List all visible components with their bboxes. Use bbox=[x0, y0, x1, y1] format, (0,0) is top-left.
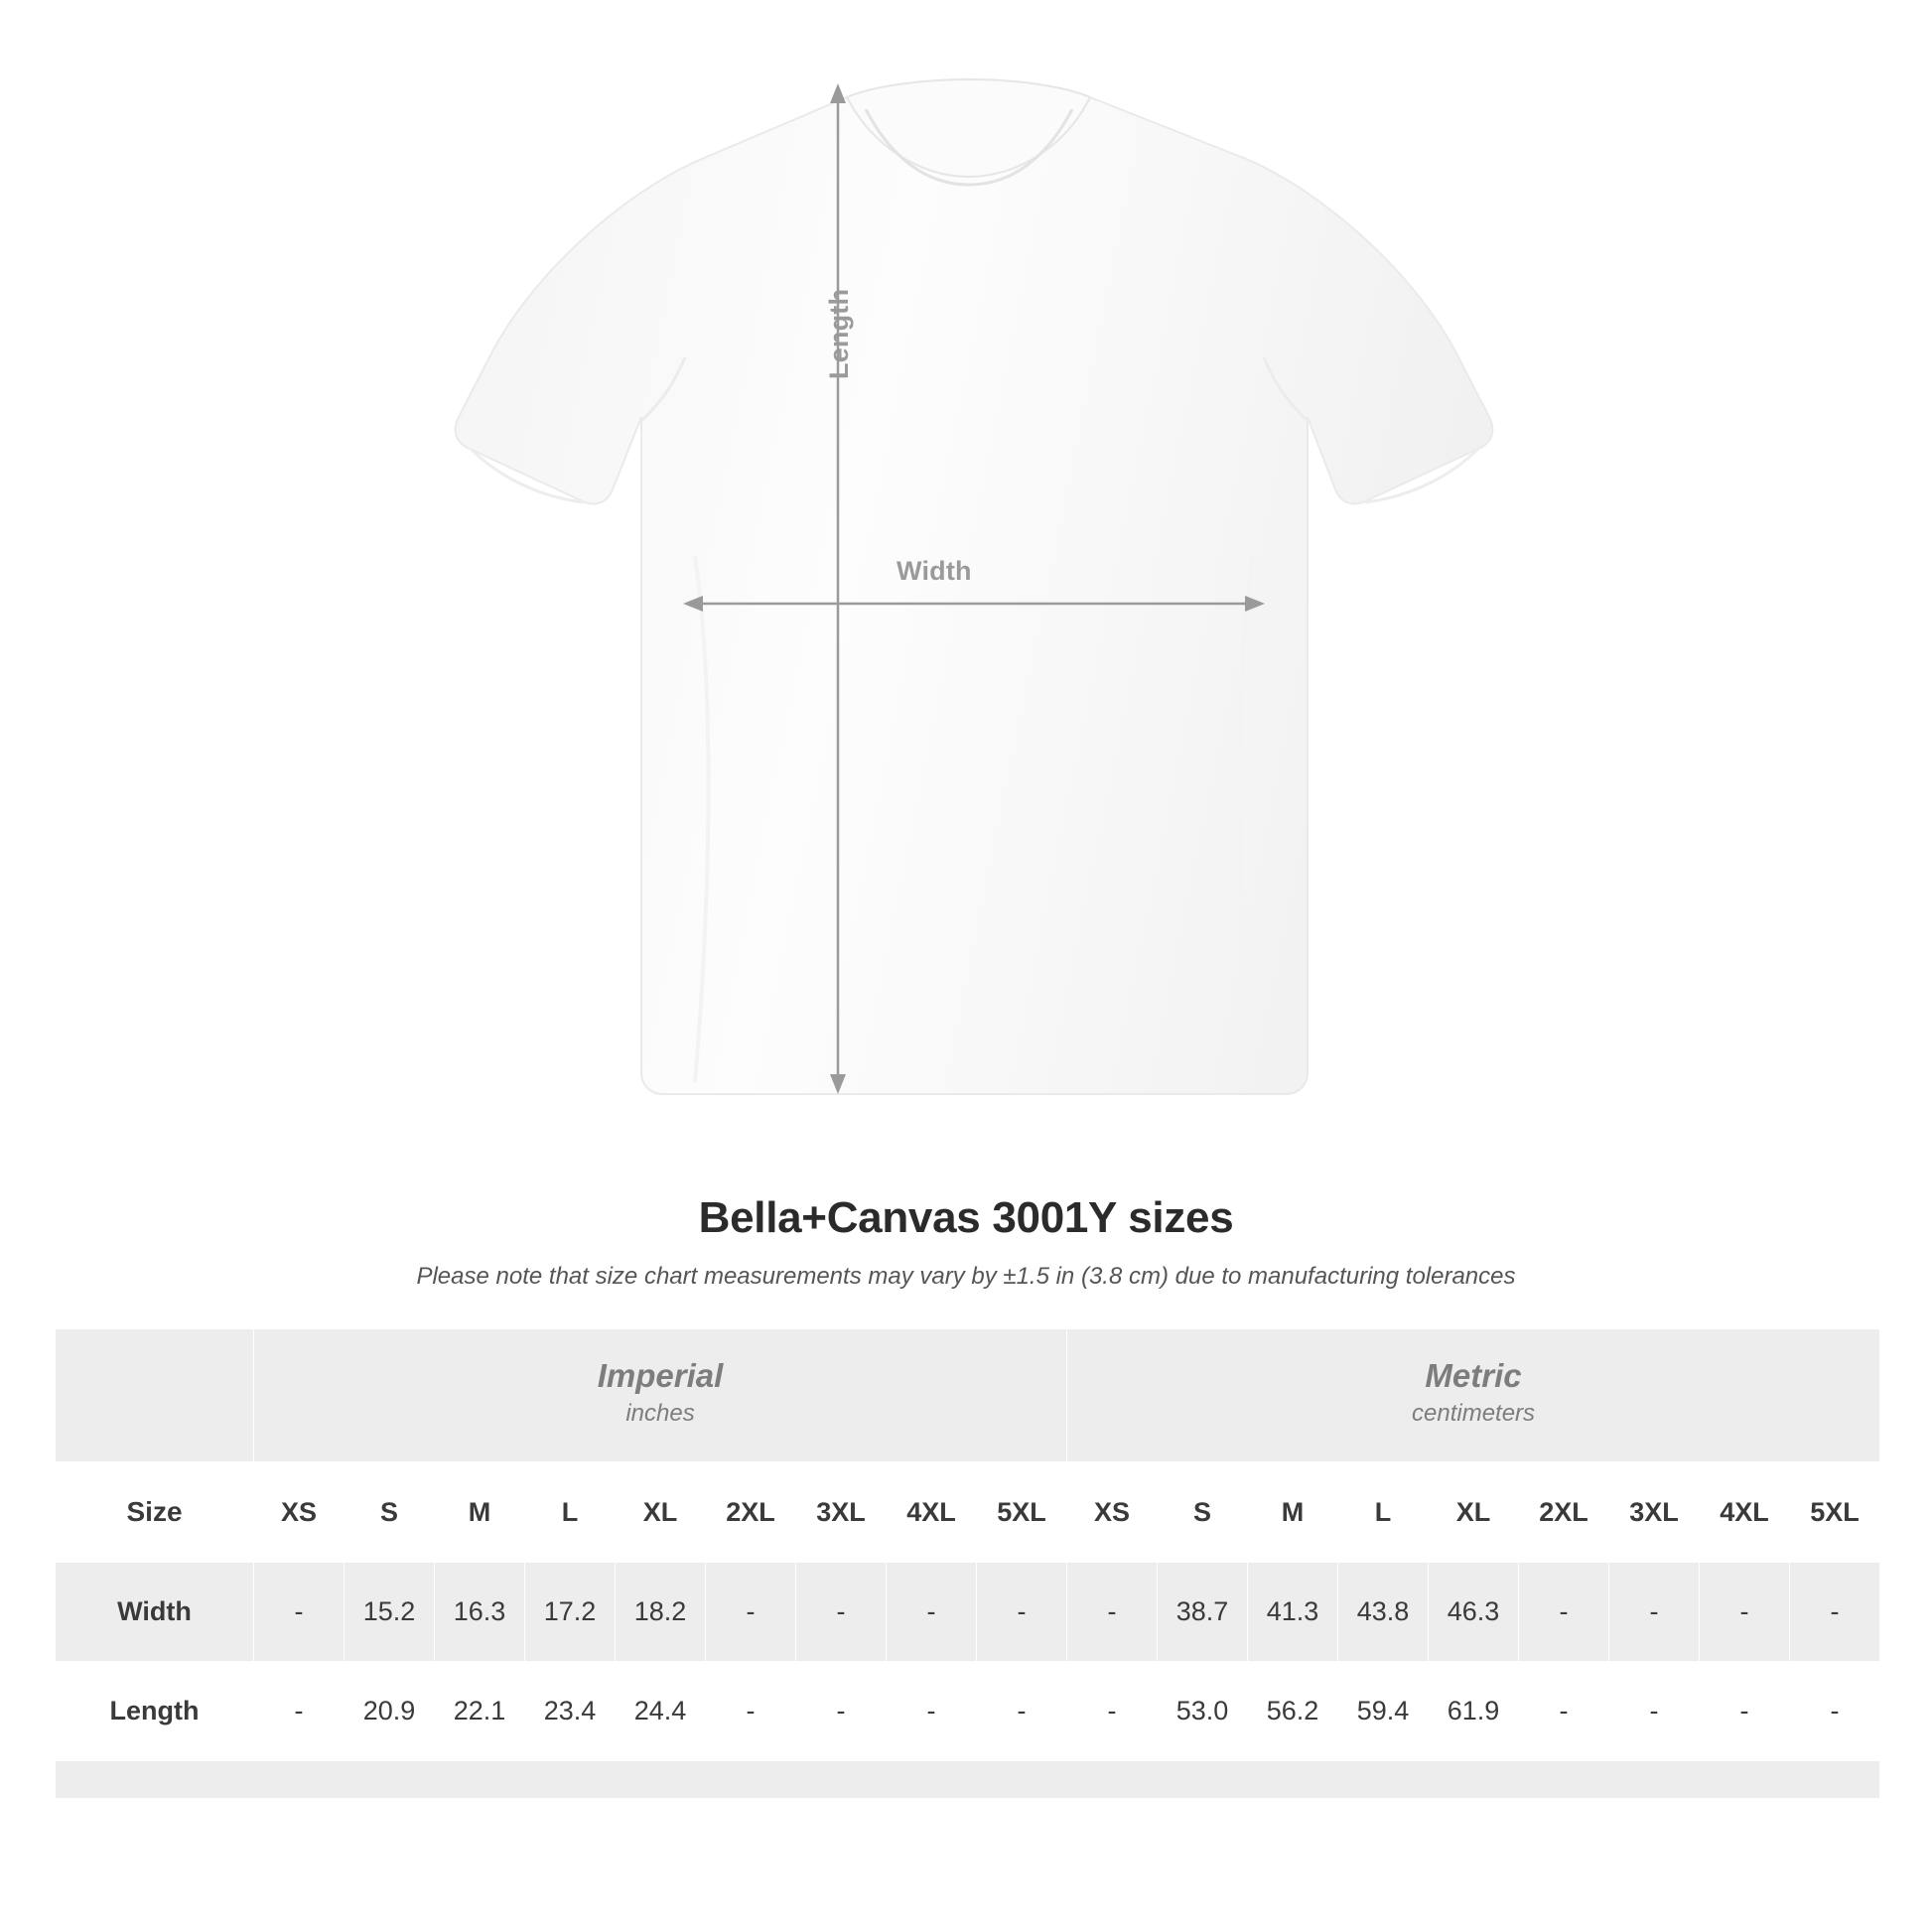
imperial-unit-sub: inches bbox=[625, 1400, 695, 1428]
cell-width-imperial-2xl: - bbox=[706, 1563, 796, 1662]
unit-header-row bbox=[56, 1329, 1880, 1462]
cell-length-imperial-s: 20.9 bbox=[345, 1662, 435, 1761]
cell-width-imperial-l: 17.2 bbox=[525, 1563, 616, 1662]
cell-length-imperial-l: 23.4 bbox=[525, 1662, 616, 1761]
table-footer-row bbox=[56, 1761, 1880, 1799]
imperial-unit-cell bbox=[254, 1329, 1067, 1462]
cell-width-metric-s: 38.7 bbox=[1158, 1563, 1248, 1662]
cell-width-metric-xs: - bbox=[1067, 1563, 1158, 1662]
imperial-unit-name: Imperial bbox=[597, 1357, 724, 1394]
size-table-wrapper bbox=[55, 1328, 1877, 1799]
col-header-imperial-2xl: 2XL bbox=[706, 1462, 796, 1563]
tolerance-note: Please note that size chart measurements may vary by ±1.5 in (3.8 cm) due to manufacturing tolerances bbox=[416, 1263, 1516, 1290]
cell-length-metric-l: 59.4 bbox=[1338, 1662, 1429, 1761]
table-row bbox=[56, 1563, 1880, 1662]
cell-length-metric-xs: - bbox=[1067, 1662, 1158, 1761]
col-header-imperial-3xl: 3XL bbox=[796, 1462, 887, 1563]
cell-length-metric-5xl: - bbox=[1790, 1662, 1880, 1761]
row-label-length: Length bbox=[56, 1662, 254, 1761]
size-header-label: Size bbox=[56, 1462, 254, 1563]
cell-width-metric-5xl: - bbox=[1790, 1563, 1880, 1662]
col-header-metric-xs: XS bbox=[1067, 1462, 1158, 1563]
cell-length-imperial-xl: 24.4 bbox=[616, 1662, 706, 1761]
cell-length-metric-xl: 61.9 bbox=[1429, 1662, 1519, 1761]
cell-length-imperial-5xl: - bbox=[977, 1662, 1067, 1761]
cell-width-metric-l: 43.8 bbox=[1338, 1563, 1429, 1662]
page-title: Bella+Canvas 3001Y sizes bbox=[698, 1193, 1234, 1242]
col-header-imperial-5xl: 5XL bbox=[977, 1462, 1067, 1563]
col-header-metric-5xl: 5XL bbox=[1790, 1462, 1880, 1563]
unit-corner-cell bbox=[56, 1329, 254, 1462]
cell-length-metric-m: 56.2 bbox=[1248, 1662, 1338, 1761]
size-table bbox=[55, 1328, 1880, 1799]
width-dimension-label: Width bbox=[897, 556, 972, 586]
row-label-width: Width bbox=[56, 1563, 254, 1662]
cell-width-imperial-4xl: - bbox=[887, 1563, 977, 1662]
col-header-metric-l: L bbox=[1338, 1462, 1429, 1563]
cell-length-metric-s: 53.0 bbox=[1158, 1662, 1248, 1761]
cell-length-metric-2xl: - bbox=[1519, 1662, 1609, 1761]
cell-width-metric-2xl: - bbox=[1519, 1563, 1609, 1662]
col-header-metric-2xl: 2XL bbox=[1519, 1462, 1609, 1563]
col-header-imperial-4xl: 4XL bbox=[887, 1462, 977, 1563]
col-header-metric-4xl: 4XL bbox=[1700, 1462, 1790, 1563]
col-header-imperial-l: L bbox=[525, 1462, 616, 1563]
col-header-imperial-xs: XS bbox=[254, 1462, 345, 1563]
cell-width-metric-m: 41.3 bbox=[1248, 1563, 1338, 1662]
metric-unit-cell bbox=[1067, 1329, 1880, 1462]
cell-width-imperial-5xl: - bbox=[977, 1563, 1067, 1662]
cell-width-metric-4xl: - bbox=[1700, 1563, 1790, 1662]
col-header-imperial-xl: XL bbox=[616, 1462, 706, 1563]
col-header-metric-3xl: 3XL bbox=[1609, 1462, 1700, 1563]
cell-length-imperial-2xl: - bbox=[706, 1662, 796, 1761]
table-footer-cell bbox=[56, 1761, 1880, 1799]
cell-width-imperial-xs: - bbox=[254, 1563, 345, 1662]
col-header-metric-m: M bbox=[1248, 1462, 1338, 1563]
cell-length-imperial-xs: - bbox=[254, 1662, 345, 1761]
cell-length-metric-4xl: - bbox=[1700, 1662, 1790, 1761]
cell-width-metric-3xl: - bbox=[1609, 1563, 1700, 1662]
cell-length-metric-3xl: - bbox=[1609, 1662, 1700, 1761]
cell-width-imperial-m: 16.3 bbox=[435, 1563, 525, 1662]
col-header-metric-xl: XL bbox=[1429, 1462, 1519, 1563]
title-block bbox=[0, 1193, 1932, 1291]
col-header-imperial-s: S bbox=[345, 1462, 435, 1563]
cell-length-imperial-4xl: - bbox=[887, 1662, 977, 1761]
size-header-row bbox=[56, 1462, 1880, 1563]
table-row bbox=[56, 1662, 1880, 1761]
metric-unit-name: Metric bbox=[1425, 1357, 1522, 1394]
cell-width-imperial-xl: 18.2 bbox=[616, 1563, 706, 1662]
col-header-metric-s: S bbox=[1158, 1462, 1248, 1563]
cell-width-imperial-s: 15.2 bbox=[345, 1563, 435, 1662]
metric-unit-sub: centimeters bbox=[1412, 1400, 1536, 1428]
length-dimension-label: Length bbox=[824, 288, 854, 379]
cell-length-imperial-m: 22.1 bbox=[435, 1662, 525, 1761]
col-header-imperial-m: M bbox=[435, 1462, 525, 1563]
cell-width-metric-xl: 46.3 bbox=[1429, 1563, 1519, 1662]
cell-length-imperial-3xl: - bbox=[796, 1662, 887, 1761]
cell-width-imperial-3xl: - bbox=[796, 1563, 887, 1662]
